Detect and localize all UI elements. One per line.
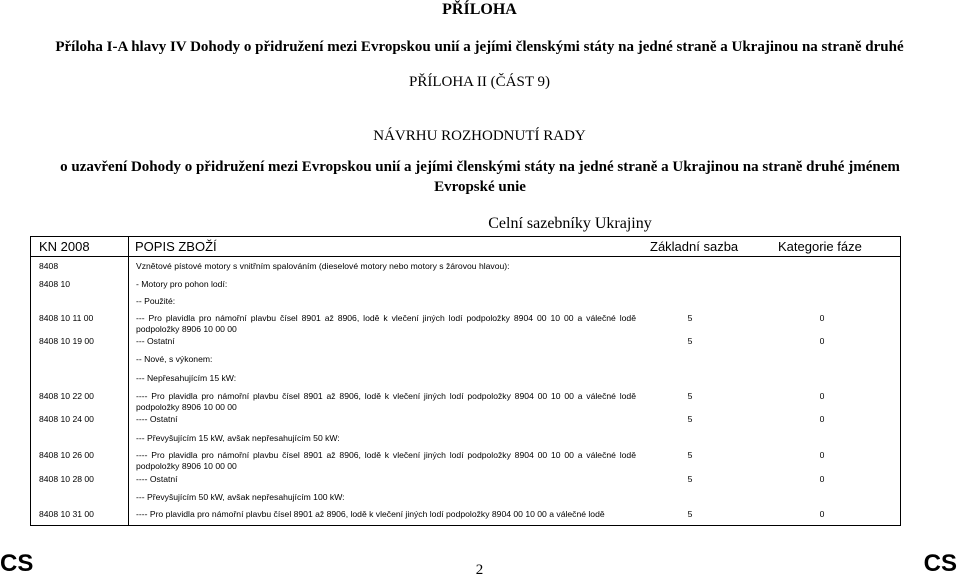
row-code: 8408 10 28 00	[39, 474, 94, 484]
row-rate: 5	[687, 509, 693, 519]
row-code: 8408 10 31 00	[39, 509, 94, 519]
row-code: 8408 10 24 00	[39, 414, 94, 424]
row-desc: ---- Ostatní	[136, 414, 178, 424]
header-divider	[31, 256, 900, 257]
row-category: 0	[819, 450, 825, 460]
row-rate: 5	[687, 414, 693, 424]
annex-subtitle: Příloha I-A hlavy IV Dohody o přidružení mezi Evropskou unií a jejími členskými státy na jedné straně a Ukrajinou na straně druhé	[55, 39, 904, 55]
row-desc: Vznětové pístové motory s vnitřním spalováním (dieselové motory nebo motory s žárovou hlavou):	[136, 261, 510, 271]
row-rate: 5	[687, 450, 693, 460]
proposal-purpose: o uzavření Dohody o přidružení mezi Evropskou unií a jejími členskými státy na jedné straně a Ukrajinou na straně druhé jménem Evropské unie	[60, 159, 900, 195]
row-category: 0	[819, 474, 825, 484]
row-code: 8408 10	[39, 279, 71, 289]
row-desc: --- Ostatní	[136, 336, 175, 346]
row-code: 8408 10 26 00	[39, 450, 94, 460]
language-code-left: CS	[0, 550, 34, 577]
row-desc: --- Pro plavidla pro námořní plavbu čísel 8901 až 8906, lodě k vlečení jiných lodí podpoložky 8904 00 10 00 a válečné lodě podpoložky 8906 10 00 00	[136, 313, 636, 334]
row-code: 8408 10 22 00	[39, 391, 94, 401]
row-code: 8408	[39, 261, 59, 271]
row-code: 8408 10 19 00	[39, 336, 94, 346]
header-kategorie: Kategorie fáze	[778, 239, 862, 254]
column-divider	[128, 237, 129, 525]
row-category: 0	[819, 509, 825, 519]
page-number: 2	[475, 562, 484, 578]
tariff-table	[30, 236, 901, 526]
row-category: 0	[819, 391, 825, 401]
row-desc: ---- Pro plavidla pro námořní plavbu čísel 8901 až 8906, lodě k vlečení jiných lodí podpoložky 8904 00 10 00 a válečné lodě podpoložky 8906 10 00 00	[136, 391, 636, 412]
table-title: Celní sazebníky Ukrajiny	[488, 215, 652, 232]
row-desc: -- Nové, s výkonem:	[136, 354, 213, 364]
row-category: 0	[819, 414, 825, 424]
header-kn: KN 2008	[39, 239, 90, 254]
row-code: 8408 10 11 00	[39, 313, 94, 323]
row-desc: --- Nepřesahujícím 15 kW:	[136, 373, 237, 383]
row-desc: ---- Pro plavidla pro námořní plavbu čísel 8901 až 8906, lodě k vlečení jiných lodí podpoložky 8904 00 10 00 a válečné lodě	[136, 509, 605, 519]
row-desc: ---- Ostatní	[136, 474, 178, 484]
row-rate: 5	[687, 313, 693, 323]
row-category: 0	[819, 336, 825, 346]
language-code-right: CS	[923, 550, 957, 577]
row-rate: 5	[687, 391, 693, 401]
annex-heading: PŘÍLOHA	[442, 1, 517, 18]
row-desc: --- Převyšujícím 15 kW, avšak nepřesahujícím 50 kW:	[136, 433, 340, 443]
row-desc: --- Převyšujícím 50 kW, avšak nepřesahujícím 100 kW:	[136, 492, 345, 502]
proposal-title: NÁVRHU ROZHODNUTÍ RADY	[373, 128, 586, 144]
row-desc: ---- Pro plavidla pro námořní plavbu čísel 8901 až 8906, lodě k vlečení jiných lodí podpoložky 8904 00 10 00 a válečné lodě podpoložky 8906 10 00 00	[136, 450, 636, 471]
annex-part: PŘÍLOHA II (ČÁST 9)	[409, 74, 550, 90]
row-rate: 5	[687, 474, 693, 484]
row-category: 0	[819, 313, 825, 323]
row-desc: - Motory pro pohon lodí:	[136, 279, 228, 289]
header-sazba: Základní sazba	[650, 239, 739, 254]
header-popis: POPIS ZBOŽÍ	[135, 239, 217, 254]
row-desc: -- Použité:	[136, 296, 176, 306]
row-rate: 5	[687, 336, 693, 346]
